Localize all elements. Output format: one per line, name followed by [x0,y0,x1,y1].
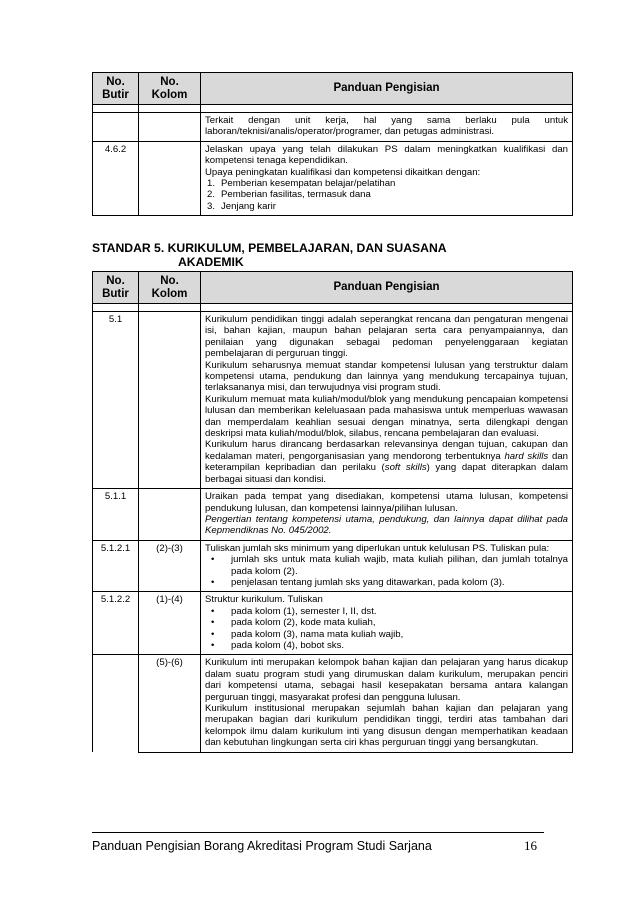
table-row [93,489,573,541]
row-text: Kurikulum pendidikan tinggi adalah seperangkat rencana dan pengaturan mengenai isi, bahan kajian, maupun bahan pelajaran serta cara penyampaiannya, dan penilaian yang digunakan sebagai pedoman penyelenggaraan kegiatan pembelajaran di perguruan tinggi. Kurikulum seharusnya memuat standar kompetensi lulusan yang terstruktur dalam kompetensi utama, pendukung dan lainnya yang mendukung tercapainya tujuan, terlaksananya misi, dan terwujudnya visi program studi. Kurikulum memuat mata kuliah/modul/blok yang mendukung pencapaian kompetensi lulusan dan memberikan keleluasaan pada mahasiswa untuk memperluas wawasan dan memperdalam keahlian sesuai dengan minatnya, serta dilengkapi dengan deskripsi mata kuliah/modul/blok, silabus, rencana pembelajaran dan evaluasi. Kurikulum harus dirancang berdasarkan relevansinya dengan tujuan, cakupan dan kedalaman materi, pengorganisasian yang mendorong terbentuknya hard skills dan keterampilan kepribadian dan perilaku (soft skills) yang dapat diterapkan dalam berbagai situasi dan kondisi. [201,312,573,489]
list-item: 1. Pemberian kesempatan belajar/pelatihan [207,178,396,190]
table-upper [92,72,573,216]
table-header-row [93,272,573,304]
list-item: • pada kolom (1), semester I, II, dst. [211,605,377,617]
header-panduan: Panduan Pengisian [201,272,573,304]
row-text: Terkait dengan unit kerja, hal yang sama berlaku pula untuk laboran/teknisi/analis/operator/programer, dan petugas administrasi. [201,113,573,142]
table-row [93,113,573,142]
header-panduan: Panduan Pengisian [201,73,573,105]
row-text: Struktur kurikulum. Tuliskan • pada kolom (1), semester I, II, dst. • pada kolom (2), kode mata kuliah, • pada kolom (3), nama mata kuliah wajib, • pada kolom (4), bobot sks. [201,592,573,655]
list-item: • pada kolom (3), nama mata kuliah wajib, [211,628,404,640]
section-title: STANDAR 5. KURIKULUM, PEMBELAJARAN, DAN SUASANA AKADEMIK [92,241,447,269]
list-item: • penjelasan tentang jumlah sks yang ditawarkan, pada kolom (3). [211,576,505,588]
butir-cell: 5.1 [93,312,139,489]
table-row [93,540,573,592]
table-spacer-row [93,105,573,113]
bullet-icon: • [211,554,215,566]
table-row [93,312,573,489]
row-text: Kurikulum inti merupakan kelompok bahan kajian dan pelajaran yang harus dicakup dalam suatu program studi yang dirumuskan dalam kurikulum, merupakan penciri dari kompetensi utama, sebagai hasil kesepakatan bersama antara kalangan perguruan tinggi, masyarakat profesi dan pengguna lulusan. Kurikulum institusional merupakan sejumlah bahan kajian dan pelajaran yang merupakan bagian dari kurikulum pendidikan tinggi, terdiri atas tambahan dari kelompok ilmu dalam kurikulum inti yang disusun dengan memperhatikan keadaan dan kebutuhan lingkungan serta ciri khas perguruan tinggi yang bersangkutan. [201,655,573,752]
list-item: • pada kolom (4), bobot sks. [211,639,345,651]
table-row [93,655,573,752]
bullet-icon: • [211,576,215,588]
list-item: 2. Pemberian fasilitas, termasuk dana [207,189,371,201]
bullet-icon: • [211,628,215,640]
row-text: Uraikan pada tempat yang disediakan, kompetensi utama lulusan, kompetensi pendukung lulusan, dan kompetensi lainnya/pilihan lulusan. Pengertian tentang kompetensi utama, pendukung, dan lainnya dapat dilihat pada Kepmendiknas No. 045/2002. [201,489,573,541]
footer-title: Panduan Pengisian Borang Akreditasi Program Studi Sarjana [92,839,432,853]
list-item: • jumlah sks untuk mata kuliah wajib, mata kuliah pilihan, dan jumlah totalnya pada kolom (2). [211,554,568,577]
list-item: 3. Jenjang karir [207,200,276,212]
butir-cell: 5.1.2.1 [93,540,139,592]
butir-cell: 5.1.1 [93,489,139,541]
header-no-kolom: No. Kolom [139,272,201,304]
list-item: • pada kolom (2), kode mata kuliah, [211,617,376,629]
header-no-butir: No. Butir [93,73,139,105]
bullet-icon: • [211,639,215,651]
butir-cell: 5.1.2.2 [93,592,139,655]
table-row [93,141,573,215]
page-number: 16 [524,838,537,853]
kolom-cell: (1)-(4) [139,592,201,655]
footer-divider [92,832,544,833]
header-no-butir: No. Butir [93,272,139,304]
kolom-cell: (2)-(3) [139,540,201,592]
butir-cell: 4.6.2 [93,141,139,215]
table-header-row [93,73,573,105]
bullet-icon: • [211,617,215,629]
row-text: Tuliskan jumlah sks minimum yang diperlukan untuk kelulusan PS. Tuliskan pula: • jumlah sks untuk mata kuliah wajib, mata kuliah pilihan, dan jumlah totalnya pada kolom (2). • penjelasan tentang jumlah sks yang ditawarkan, pada kolom (3). [201,540,573,592]
kolom-cell: (5)-(6) [139,655,201,752]
row-text: Jelaskan upaya yang telah dilakukan PS dalam meningkatkan kualifikasi dan kompetensi tenaga kependidikan. Upaya peningkatan kualifikasi dan kompetensi dikaitkan dengan: 1. Pemberian kesempatan belajar/pelatihan 2. Pemberian fasilitas, termasuk dana 3. Jenjang karir [201,141,573,215]
table-row [93,592,573,655]
table-standar-5 [92,271,573,753]
header-no-kolom: No. Kolom [139,73,201,105]
table-spacer-row [93,304,573,312]
bullet-icon: • [211,605,215,617]
